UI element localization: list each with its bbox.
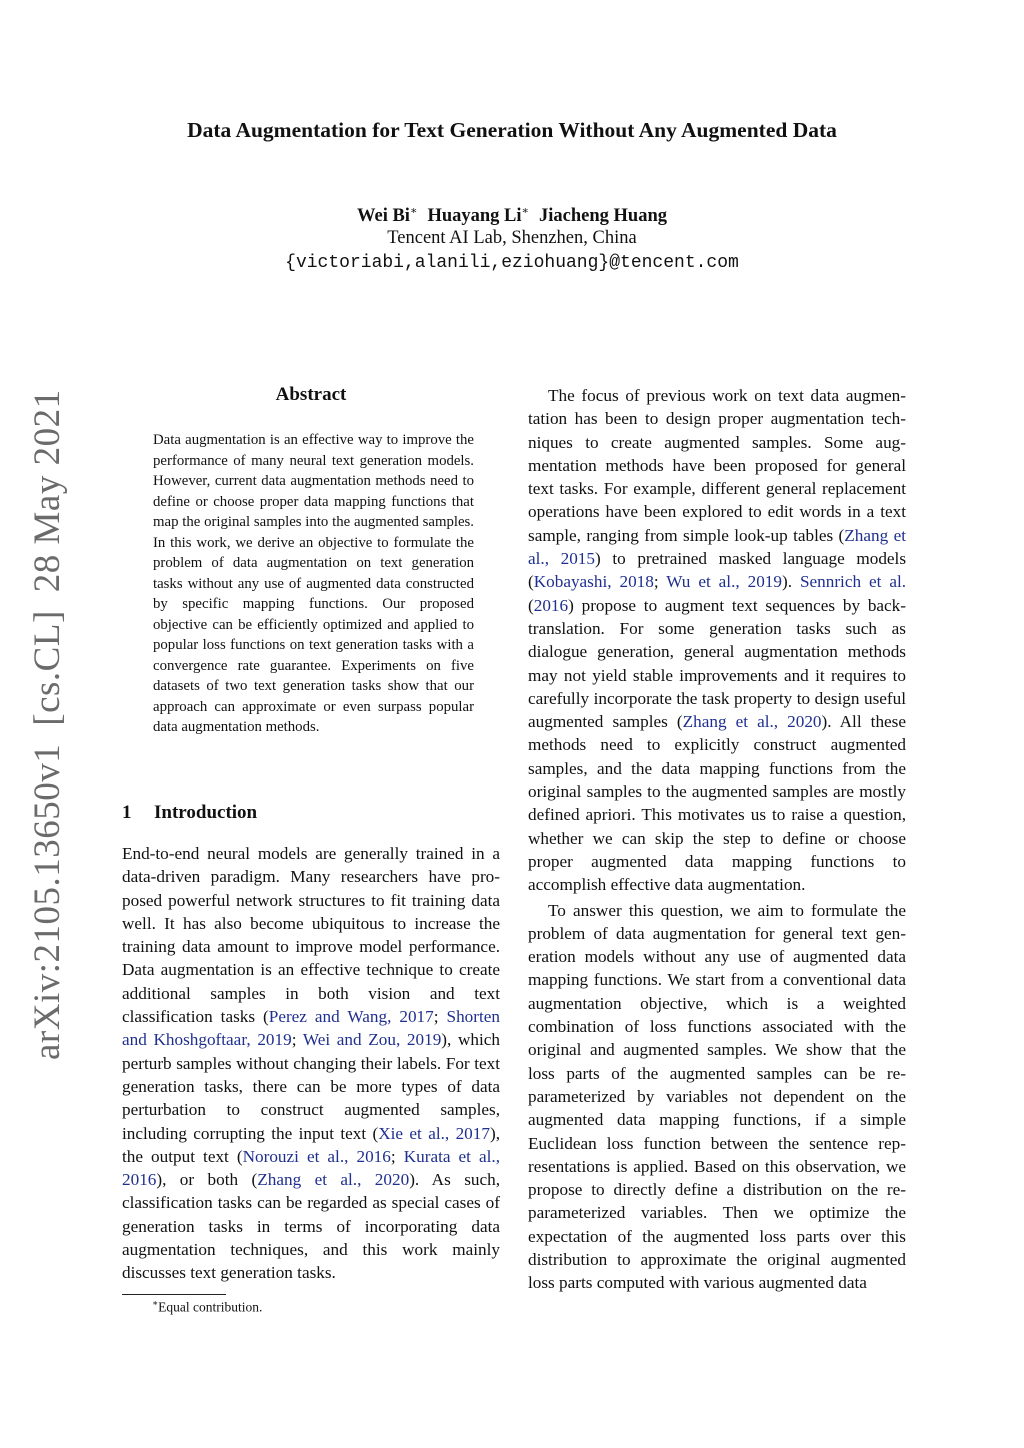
footnote-rule bbox=[122, 1294, 226, 1295]
body-text: ). As such, classification tasks can be regarded as special cases of generation tasks in terms of incorporating data augmentation techniques, and this work mainly discusses text generation tasks. bbox=[122, 1170, 500, 1283]
citation-link[interactable]: Xie et al., 2017 bbox=[378, 1123, 490, 1143]
citation-link[interactable]: Kurata et al., 2016 bbox=[122, 1146, 500, 1190]
abstract-heading: Abstract bbox=[275, 384, 347, 405]
body-text: ) to pretrained masked language models ( bbox=[528, 549, 907, 592]
body-text: ) propose to augment text sequences by back-translation. For some generation tasks such as dialogue generation, general augmentation methods may not yield stable improvements and it requires to carefully incorporate the task property to design useful augmented samples ( bbox=[528, 595, 906, 732]
arxiv-identifier-stamp bbox=[26, 389, 69, 1060]
intro-paragraph-3 bbox=[528, 899, 906, 1295]
author-emails: {victoriabi,alanili,eziohuang}@tencent.com bbox=[285, 253, 739, 273]
section-number: 1 bbox=[122, 802, 132, 823]
affiliation: Tencent AI Lab, Shenzhen, China bbox=[387, 228, 637, 248]
body-text: End-to-end neural models are generally trained in a data-driven paradigm. Many researchers have proposed powerful network structures to fit training data well. It has also become ubiquitous to increase the training data amount to improve model performance. Data augmentation is an effective technique to create additional samples in both vision and text classification tasks ( bbox=[122, 844, 500, 1027]
paper-title: Data Augmentation for Text Generation Without Any Augmented Data bbox=[187, 118, 837, 142]
citation-link[interactable]: Zhang et al., 2015 bbox=[528, 525, 906, 569]
body-text: ), or both ( bbox=[156, 1170, 258, 1190]
citation-link[interactable]: Norouzi et al., 2016 bbox=[242, 1146, 391, 1166]
body-text: ). All these methods need to explicitly construct augmented samples, and the data mapping functions from the original samples to the augmented samples are mostly defined apriori. This motivates us to raise a question, whether we can skip the step to define or choose proper augmented data mapping functions to accomplish effective data augmentation. bbox=[528, 712, 906, 895]
left-column bbox=[122, 842, 500, 1285]
section-heading-introduction bbox=[122, 802, 257, 824]
arxiv-category: [cs.CL] bbox=[27, 610, 68, 726]
body-text: ; bbox=[433, 1007, 447, 1027]
citation-link[interactable]: Wu et al., 2019 bbox=[666, 572, 782, 592]
author-list bbox=[0, 204, 1024, 227]
citation-link[interactable]: Shorten and Khoshgoftaar, 2019 bbox=[122, 1007, 500, 1050]
footnote bbox=[152, 1298, 262, 1316]
section-title: Introduction bbox=[154, 802, 258, 823]
body-text: ), the output text ( bbox=[122, 1123, 500, 1166]
arxiv-date: 28 May 2021 bbox=[27, 389, 68, 593]
citation-link[interactable]: Zhang et al., 2020 bbox=[682, 712, 822, 732]
arxiv-id: arXiv:2105.13650v1 bbox=[27, 743, 68, 1060]
citation-link[interactable]: 2016 bbox=[533, 595, 569, 615]
intro-paragraph-1 bbox=[122, 842, 500, 1285]
citation-link[interactable]: Zhang et al., 2020 bbox=[257, 1170, 410, 1190]
author-name: Jiacheng Huang bbox=[539, 206, 667, 227]
body-text: ). bbox=[781, 572, 800, 592]
intro-paragraph-2 bbox=[528, 384, 906, 897]
body-text: ), which perturb samples without changing their labels. For text generation tasks, there can be more types of data perturbation to construct augmented samples, including corrupting the input text ( bbox=[122, 1030, 500, 1143]
citation-link[interactable]: Wei and Zou, 2019 bbox=[302, 1030, 442, 1050]
author-name: Huayang Li bbox=[427, 206, 522, 227]
citation-link[interactable]: Sennrich et al. bbox=[799, 572, 907, 592]
body-text: ( bbox=[528, 595, 534, 615]
body-text: ; bbox=[653, 572, 667, 592]
abstract-body: Data augmentation is an effective way to improve the performance of many neural text generation models. However, current data augmentation methods need to define or choose proper data mapping functions that map the original samples into the augmented samples. In this work, we derive an objective to formulate the problem of data augmentation on text generation tasks without any use of augmented data constructed by specific mapping functions. Our proposed objective can be efficiently optimized and applied to popular loss functions on text generation tasks with a convergence rate guarantee. Experiments on five datasets of two text generation tasks show that our approach can approximate or even surpass popular data augmentation methods. bbox=[153, 432, 474, 735]
citation-link[interactable]: Perez and Wang, 2017 bbox=[268, 1007, 434, 1027]
right-column bbox=[528, 384, 906, 1295]
body-text: To answer this question, we aim to formulate the problem of data augmentation for general text generation models without any use of augmented data mapping functions. We start from a conventional data augmentation objective, which is a weighted combination of loss functions associated with the original and augmented samples. We show that the loss parts of the augmented samples can be re-parameterized by variables not dependent on the augmented data mapping functions, if a simple Euclidean loss function between the sentence representations is applied. Based on this observation, we propose to directly define a distribution on the re-parameterized variables. Then we optimize the expectation of the augmented loss parts over this distribution to approximate the original augmented loss parts computed with various augmented data bbox=[528, 900, 906, 1293]
citation-link[interactable]: Kobayashi, 2018 bbox=[533, 572, 654, 592]
author-mark: ∗ bbox=[409, 205, 418, 217]
author-mark: ∗ bbox=[521, 205, 529, 217]
author-name: Wei Bi bbox=[357, 206, 410, 227]
footnote-mark: ∗ bbox=[152, 1298, 159, 1308]
body-text: ; bbox=[291, 1030, 303, 1050]
body-text: ; bbox=[390, 1146, 404, 1166]
body-text: The focus of previous work on text data augmentation has been to design proper augmentation techniques to create augmented samples. Some augmentation methods have been proposed for general text tasks. For example, different general replacement operations have been explored to edit words in a text sample, ranging from simple look-up tables ( bbox=[528, 386, 906, 545]
footnote-text: Equal contribution. bbox=[158, 1299, 263, 1315]
